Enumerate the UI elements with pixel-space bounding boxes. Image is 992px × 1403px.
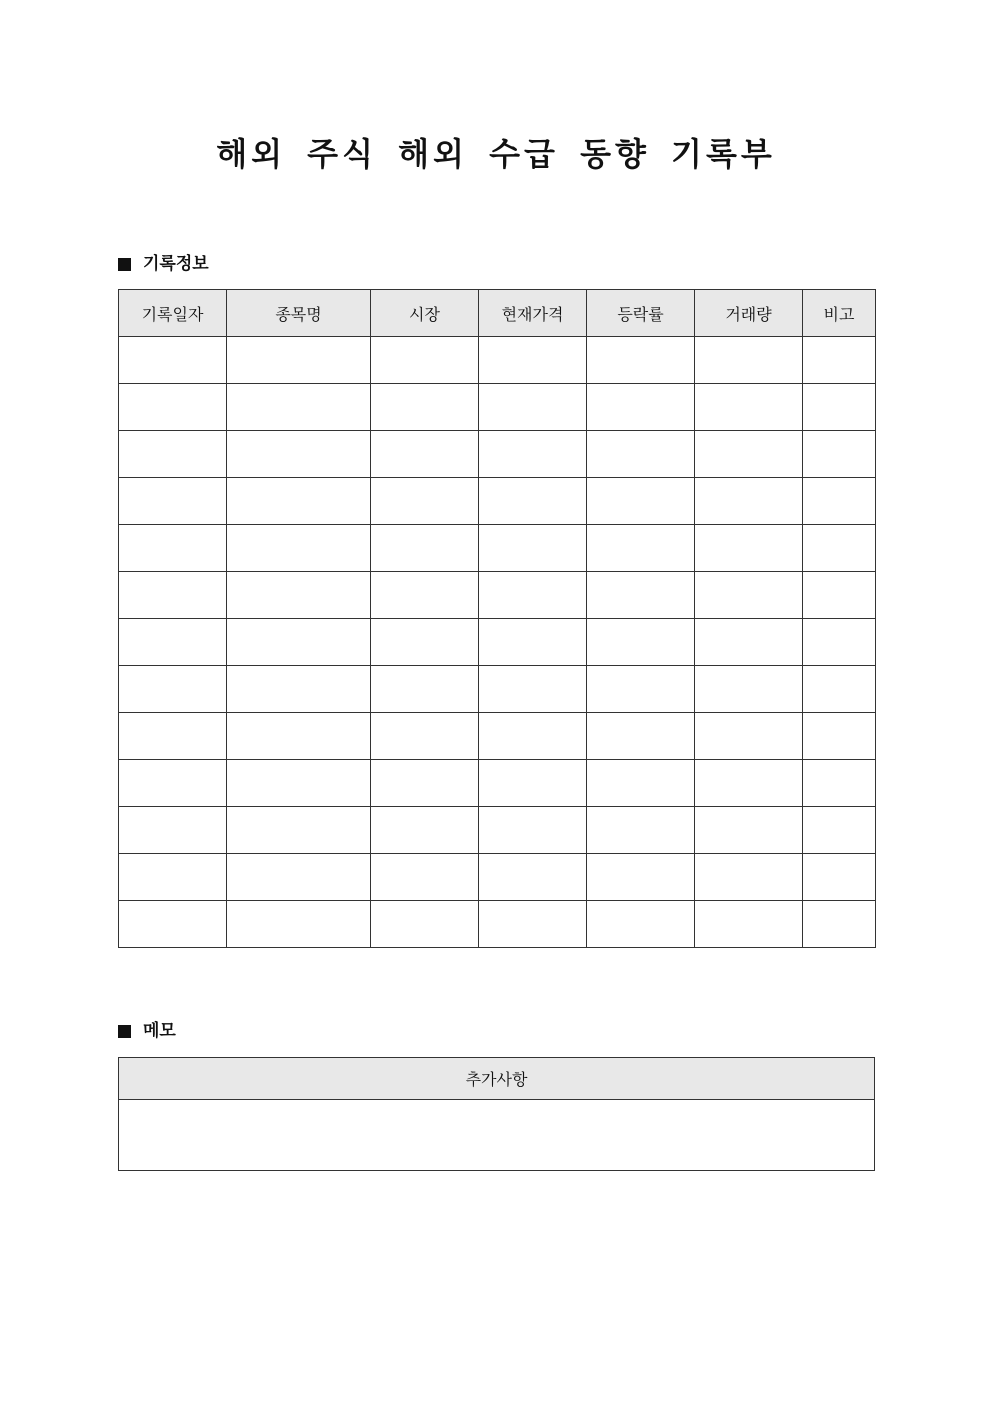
table-row xyxy=(119,619,876,666)
cell-stock-name[interactable] xyxy=(227,713,371,760)
cell-remarks[interactable] xyxy=(803,807,876,854)
cell-date[interactable] xyxy=(119,760,227,807)
cell-current-price[interactable] xyxy=(479,478,587,525)
cell-stock-name[interactable] xyxy=(227,760,371,807)
memo-section-heading xyxy=(118,1019,176,1043)
cell-change-rate[interactable] xyxy=(587,760,695,807)
cell-remarks[interactable] xyxy=(803,713,876,760)
cell-change-rate[interactable] xyxy=(587,384,695,431)
cell-current-price[interactable] xyxy=(479,854,587,901)
cell-change-rate[interactable] xyxy=(587,431,695,478)
cell-remarks[interactable] xyxy=(803,901,876,948)
cell-change-rate[interactable] xyxy=(587,619,695,666)
column-header-volume: 거래량 xyxy=(695,290,803,337)
cell-volume[interactable] xyxy=(695,337,803,384)
cell-market[interactable] xyxy=(371,854,479,901)
cell-date[interactable] xyxy=(119,384,227,431)
cell-current-price[interactable] xyxy=(479,666,587,713)
column-header-current-price: 현재가격 xyxy=(479,290,587,337)
cell-change-rate[interactable] xyxy=(587,901,695,948)
column-header-remarks: 비고 xyxy=(803,290,876,337)
cell-remarks[interactable] xyxy=(803,854,876,901)
cell-market[interactable] xyxy=(371,666,479,713)
records-section-heading-label: 기록정보 xyxy=(143,254,209,274)
records-table-header-row xyxy=(119,290,876,337)
memo-header: 추가사항 xyxy=(119,1058,875,1100)
cell-stock-name[interactable] xyxy=(227,525,371,572)
cell-date[interactable] xyxy=(119,337,227,384)
cell-market[interactable] xyxy=(371,760,479,807)
table-row xyxy=(119,854,876,901)
document-title: 해외 주식 해외 수급 동향 기록부 xyxy=(216,135,776,173)
cell-market[interactable] xyxy=(371,619,479,666)
cell-remarks[interactable] xyxy=(803,572,876,619)
cell-volume[interactable] xyxy=(695,713,803,760)
cell-stock-name[interactable] xyxy=(227,337,371,384)
cell-market[interactable] xyxy=(371,572,479,619)
cell-volume[interactable] xyxy=(695,807,803,854)
cell-remarks[interactable] xyxy=(803,666,876,713)
cell-date[interactable] xyxy=(119,478,227,525)
cell-current-price[interactable] xyxy=(479,713,587,760)
cell-date[interactable] xyxy=(119,901,227,948)
cell-remarks[interactable] xyxy=(803,431,876,478)
table-row xyxy=(119,572,876,619)
cell-stock-name[interactable] xyxy=(227,901,371,948)
table-row xyxy=(119,807,876,854)
memo-content-cell[interactable] xyxy=(119,1100,875,1171)
cell-market[interactable] xyxy=(371,713,479,760)
cell-remarks[interactable] xyxy=(803,384,876,431)
cell-stock-name[interactable] xyxy=(227,666,371,713)
cell-volume[interactable] xyxy=(695,525,803,572)
cell-change-rate[interactable] xyxy=(587,713,695,760)
column-header-change-rate: 등락률 xyxy=(587,290,695,337)
cell-market[interactable] xyxy=(371,901,479,948)
cell-change-rate[interactable] xyxy=(587,525,695,572)
cell-date[interactable] xyxy=(119,525,227,572)
cell-date[interactable] xyxy=(119,666,227,713)
cell-remarks[interactable] xyxy=(803,619,876,666)
cell-stock-name[interactable] xyxy=(227,384,371,431)
cell-date[interactable] xyxy=(119,619,227,666)
cell-volume[interactable] xyxy=(695,760,803,807)
cell-stock-name[interactable] xyxy=(227,807,371,854)
table-row xyxy=(119,525,876,572)
column-header-stock-name: 종목명 xyxy=(227,290,371,337)
memo-section-heading-label: 메모 xyxy=(143,1021,176,1041)
cell-remarks[interactable] xyxy=(803,525,876,572)
cell-volume[interactable] xyxy=(695,854,803,901)
cell-market[interactable] xyxy=(371,384,479,431)
cell-date[interactable] xyxy=(119,572,227,619)
cell-remarks[interactable] xyxy=(803,337,876,384)
cell-change-rate[interactable] xyxy=(587,478,695,525)
cell-volume[interactable] xyxy=(695,384,803,431)
cell-current-price[interactable] xyxy=(479,431,587,478)
cell-market[interactable] xyxy=(371,431,479,478)
cell-market[interactable] xyxy=(371,525,479,572)
cell-volume[interactable] xyxy=(695,619,803,666)
cell-volume[interactable] xyxy=(695,478,803,525)
cell-date[interactable] xyxy=(119,807,227,854)
cell-current-price[interactable] xyxy=(479,760,587,807)
cell-stock-name[interactable] xyxy=(227,619,371,666)
square-bullet-icon xyxy=(118,258,131,271)
square-bullet-icon xyxy=(118,1025,131,1038)
cell-current-price[interactable] xyxy=(479,572,587,619)
records-section-heading xyxy=(118,252,209,276)
cell-change-rate[interactable] xyxy=(587,807,695,854)
cell-current-price[interactable] xyxy=(479,337,587,384)
cell-current-price[interactable] xyxy=(479,619,587,666)
table-row xyxy=(119,713,876,760)
cell-stock-name[interactable] xyxy=(227,431,371,478)
cell-stock-name[interactable] xyxy=(227,478,371,525)
cell-date[interactable] xyxy=(119,854,227,901)
cell-remarks[interactable] xyxy=(803,760,876,807)
cell-current-price[interactable] xyxy=(479,384,587,431)
table-row xyxy=(119,666,876,713)
cell-date[interactable] xyxy=(119,713,227,760)
records-table xyxy=(118,289,876,948)
table-row xyxy=(119,337,876,384)
cell-change-rate[interactable] xyxy=(587,666,695,713)
cell-change-rate[interactable] xyxy=(587,572,695,619)
cell-market[interactable] xyxy=(371,478,479,525)
cell-change-rate[interactable] xyxy=(587,337,695,384)
table-row xyxy=(119,901,876,948)
cell-current-price[interactable] xyxy=(479,901,587,948)
table-row xyxy=(119,431,876,478)
cell-date[interactable] xyxy=(119,431,227,478)
cell-change-rate[interactable] xyxy=(587,854,695,901)
cell-market[interactable] xyxy=(371,337,479,384)
cell-market[interactable] xyxy=(371,807,479,854)
column-header-date: 기록일자 xyxy=(119,290,227,337)
cell-current-price[interactable] xyxy=(479,525,587,572)
cell-remarks[interactable] xyxy=(803,478,876,525)
cell-volume[interactable] xyxy=(695,572,803,619)
table-row xyxy=(119,760,876,807)
cell-stock-name[interactable] xyxy=(227,572,371,619)
cell-volume[interactable] xyxy=(695,901,803,948)
memo-table xyxy=(118,1057,875,1171)
cell-stock-name[interactable] xyxy=(227,854,371,901)
table-row xyxy=(119,384,876,431)
table-row xyxy=(119,478,876,525)
column-header-market: 시장 xyxy=(371,290,479,337)
cell-volume[interactable] xyxy=(695,431,803,478)
cell-volume[interactable] xyxy=(695,666,803,713)
records-table-body xyxy=(119,337,876,948)
cell-current-price[interactable] xyxy=(479,807,587,854)
